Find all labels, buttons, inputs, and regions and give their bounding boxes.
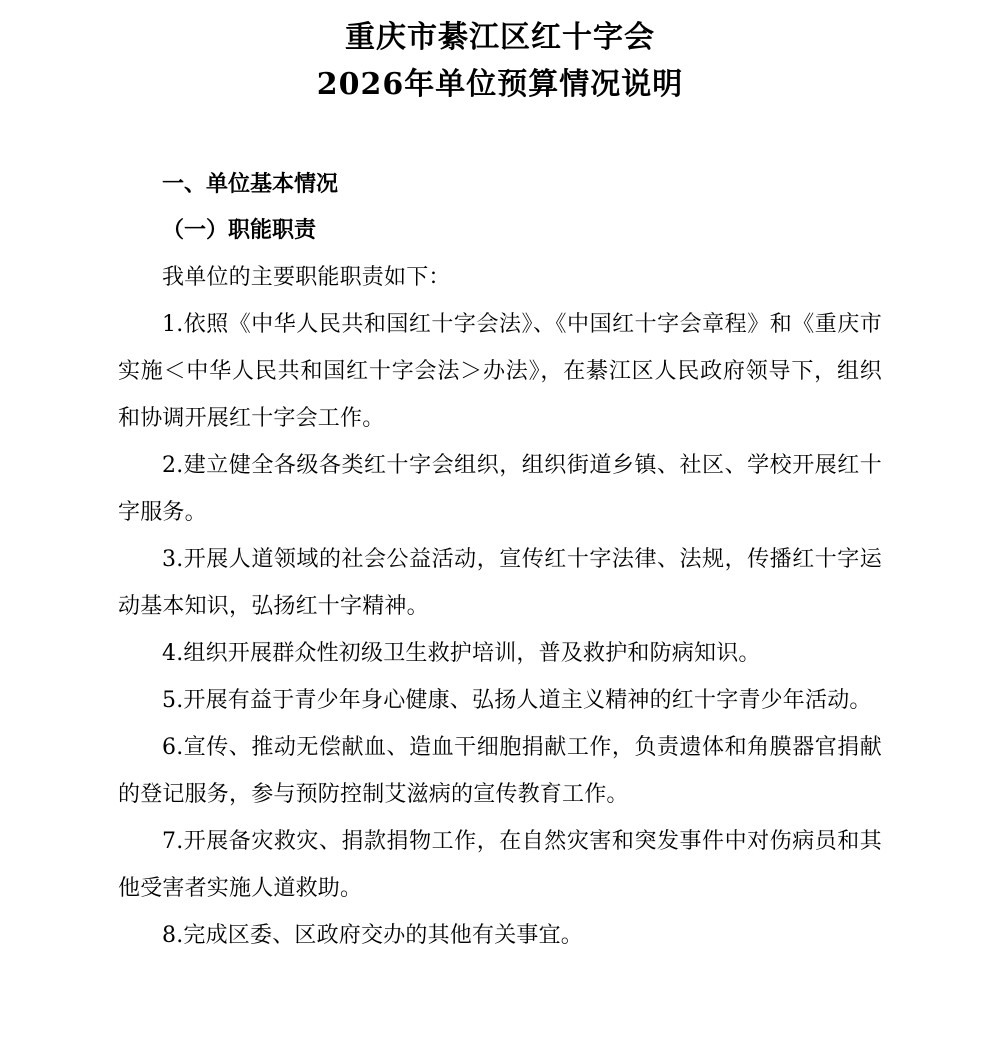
paragraph-intro: 我单位的主要职能职责如下： (162, 265, 451, 290)
page-title (118, 14, 882, 108)
paragraph-duty-5: 5.开展有益于青少年身心健康、弘扬人道主义精神的红十字青少年活动。 (162, 688, 872, 713)
page-title-line-1: 重庆市綦江区红十字会 (345, 20, 655, 55)
page-title-line-2: 2026年单位预算情况说明 (316, 67, 684, 102)
paragraph-duty-7: 7.开展备灾救灾、捐款捐物工作，在自然灾害和突发事件中对伤病员和其他受害者实施人道救助。 (118, 829, 882, 901)
paragraph-duty-8: 8.完成区委、区政府交办的其他有关事宜。 (162, 923, 583, 948)
section-heading-basic-info: 一、单位基本情况 (162, 171, 339, 197)
paragraph-duty-3: 3.开展人道领域的社会公益活动，宣传红十字法律、法规，传播红十字运动基本知识，弘扬红十字精神。 (118, 547, 882, 619)
subsection-heading-duties: （一）职能职责 (162, 217, 317, 243)
paragraph-duty-2: 2.建立健全各级各类红十字会组织，组织街道乡镇、社区、学校开展红十字服务。 (118, 453, 882, 525)
paragraph-duty-4: 4.组织开展群众性初级卫生救护培训，普及救护和防病知识。 (162, 641, 761, 666)
paragraph-duty-1: 1.依照《中华人民共和国红十字会法》、《中国红十字会章程》和《重庆市实施＜中华人民共和国红十字会法＞办法》，在綦江区人民政府领导下，组织和协调开展红十字会工作。 (118, 312, 882, 431)
paragraph-duty-6: 6.宣传、推动无偿献血、造血干细胞捐献工作，负责遗体和角膜器官捐献的登记服务，参与预防控制艾滋病的宣传教育工作。 (118, 735, 882, 807)
title-spacer (118, 108, 882, 164)
